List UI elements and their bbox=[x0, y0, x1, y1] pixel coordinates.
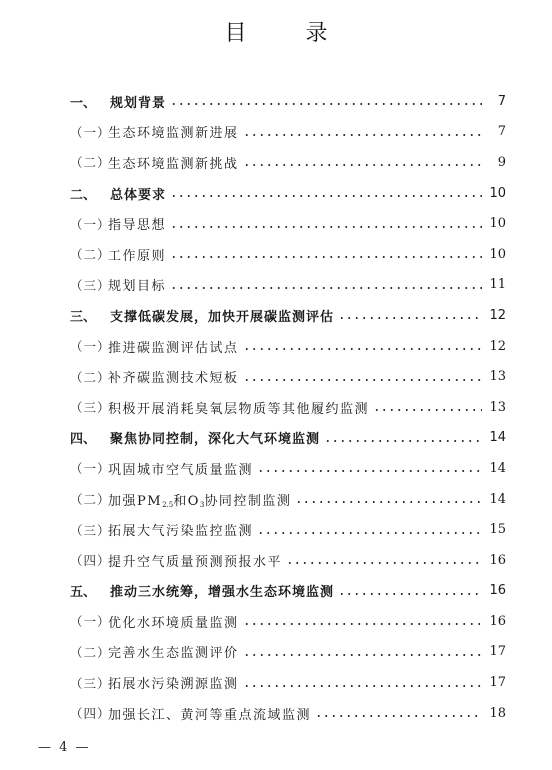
toc-entry-label: 完善水生态监测评价 bbox=[108, 646, 239, 662]
toc-entry-number: （三） bbox=[70, 675, 111, 691]
toc-entry-label: 推进碳监测评估试点 bbox=[108, 340, 239, 356]
toc-entry-label: 工作原则 bbox=[108, 248, 167, 264]
toc-entry-page: 16 bbox=[489, 613, 506, 629]
dot-leader bbox=[170, 255, 482, 259]
dot-leader bbox=[373, 408, 482, 412]
toc-entry-page: 14 bbox=[489, 430, 506, 446]
dot-leader bbox=[243, 378, 482, 382]
toc-entry-page: 10 bbox=[489, 216, 506, 232]
dot-leader bbox=[257, 531, 482, 535]
dot-leader bbox=[170, 194, 482, 198]
toc-entry bbox=[70, 484, 506, 515]
dot-leader bbox=[243, 653, 482, 657]
toc-entry bbox=[70, 453, 506, 484]
toc-entry-number: 二、 bbox=[70, 187, 97, 203]
toc-entry-label: 生态环境监测新挑战 bbox=[108, 156, 239, 172]
toc-entry bbox=[70, 117, 506, 148]
toc-entry-label: 拓展水污染溯源监测 bbox=[108, 677, 239, 693]
toc-entry-label: 巩固城市空气质量监测 bbox=[108, 462, 254, 478]
toc-entry-number: 四、 bbox=[70, 432, 97, 448]
toc-entry bbox=[70, 667, 506, 698]
toc-entry-label: 拓展大气污染监控监测 bbox=[108, 524, 254, 540]
toc-entry-number: （三） bbox=[70, 277, 111, 293]
toc-entry bbox=[70, 514, 506, 545]
toc-entry bbox=[70, 576, 506, 607]
label-text: 协同控制监测 bbox=[204, 493, 292, 509]
dot-leader bbox=[257, 469, 482, 473]
toc-entry bbox=[70, 239, 506, 270]
page-number-footer: — 4 — bbox=[38, 740, 91, 755]
toc-entry-number: （一） bbox=[70, 461, 111, 477]
toc-entry-label: 补齐碳监测技术短板 bbox=[108, 371, 239, 387]
toc-entry-label: 提升空气质量预测预报水平 bbox=[108, 554, 283, 570]
dot-leader bbox=[170, 225, 482, 229]
toc-entry-number: （一） bbox=[70, 124, 111, 140]
dot-leader bbox=[243, 622, 482, 626]
toc-entry-page: 17 bbox=[489, 644, 506, 660]
toc-entry-page: 12 bbox=[489, 338, 506, 354]
toc-entry-label: 优化水环境质量监测 bbox=[108, 615, 239, 631]
toc-entry bbox=[70, 178, 506, 209]
toc-entry bbox=[70, 147, 506, 178]
toc-entry bbox=[70, 208, 506, 239]
toc-entry-number: （一） bbox=[70, 614, 111, 630]
toc-entry-page: 7 bbox=[497, 93, 506, 109]
toc-entry-label: 推动三水统筹，增强水生态环境监测 bbox=[110, 585, 335, 601]
dot-leader bbox=[338, 592, 482, 596]
toc-entry-page: 16 bbox=[489, 552, 506, 568]
toc-entry-page: 13 bbox=[489, 399, 506, 415]
toc-entry bbox=[70, 331, 506, 362]
toc-entry bbox=[70, 300, 506, 331]
dot-leader bbox=[286, 561, 482, 565]
toc-entry-label: 总体要求 bbox=[110, 187, 167, 203]
dot-leader bbox=[324, 439, 482, 443]
toc-entry-number: （一） bbox=[70, 339, 111, 355]
toc-entry-page: 11 bbox=[489, 277, 506, 293]
dot-leader bbox=[338, 316, 482, 320]
dot-leader bbox=[243, 163, 482, 167]
label-text: 加强PM bbox=[108, 493, 163, 509]
dot-leader bbox=[315, 714, 482, 718]
toc-entry-number: （四） bbox=[70, 553, 111, 569]
toc-entry-number: （二） bbox=[70, 644, 111, 660]
toc-entry-number: 五、 bbox=[70, 585, 97, 601]
toc-entry bbox=[70, 423, 506, 454]
toc-entry-label: 支撑低碳发展，加快开展碳监测评估 bbox=[110, 309, 335, 325]
toc-entry-label: 规划目标 bbox=[108, 279, 167, 295]
toc-entry-number: （一） bbox=[70, 216, 111, 232]
toc-entry-page: 9 bbox=[497, 154, 506, 170]
toc-entry-number: 三、 bbox=[70, 309, 97, 325]
toc-entry bbox=[70, 361, 506, 392]
dot-leader bbox=[243, 347, 482, 351]
toc-entry-page: 14 bbox=[489, 460, 506, 476]
subscript: 3 bbox=[199, 500, 205, 509]
toc-entry-page: 13 bbox=[489, 369, 506, 385]
toc-entry bbox=[70, 392, 506, 423]
toc-entry-label: 指导思想 bbox=[108, 218, 167, 234]
toc-entry-label: 规划背景 bbox=[110, 95, 167, 111]
dot-leader bbox=[295, 500, 482, 504]
dot-leader bbox=[170, 102, 482, 106]
toc-entry-number: （三） bbox=[70, 522, 111, 538]
toc-entry-page: 15 bbox=[489, 522, 506, 538]
toc-entry-label: 积极开展消耗臭氧层物质等其他履约监测 bbox=[108, 401, 370, 417]
toc-entry bbox=[70, 270, 506, 301]
toc-entry-label: 生态环境监测新进展 bbox=[108, 126, 239, 142]
subscript: 2.5 bbox=[162, 500, 174, 509]
label-text: 和O bbox=[173, 493, 200, 509]
toc-entry-label: 聚焦协同控制，深化大气环境监测 bbox=[110, 432, 321, 448]
toc-entry-page: 7 bbox=[497, 124, 506, 140]
toc-entry-page: 10 bbox=[489, 246, 506, 262]
toc-entry bbox=[70, 545, 506, 576]
dot-leader bbox=[243, 133, 482, 137]
toc-entry bbox=[70, 606, 506, 637]
page-title: 目 录 bbox=[224, 21, 354, 46]
toc-entry-page: 10 bbox=[489, 185, 506, 201]
toc-entry-number: 一、 bbox=[70, 95, 97, 111]
toc-entry-number: （四） bbox=[70, 706, 111, 722]
toc-entry-label: 加强长江、黄河等重点流域监测 bbox=[108, 707, 312, 723]
table-of-contents bbox=[70, 86, 506, 728]
toc-entry bbox=[70, 698, 506, 729]
toc-entry-number: （二） bbox=[70, 247, 111, 263]
toc-entry-number: （二） bbox=[70, 369, 111, 385]
toc-entry-page: 17 bbox=[489, 675, 506, 691]
toc-entry-number: （三） bbox=[70, 400, 111, 416]
toc-entry-page: 18 bbox=[489, 705, 506, 721]
toc-entry-page: 12 bbox=[489, 307, 506, 323]
toc-entry-label bbox=[108, 490, 291, 509]
toc-entry-number: （二） bbox=[70, 155, 111, 171]
toc-entry bbox=[70, 637, 506, 668]
toc-entry-page: 14 bbox=[489, 491, 506, 507]
dot-leader bbox=[170, 286, 482, 290]
toc-entry-number: （二） bbox=[70, 492, 111, 508]
toc-entry bbox=[70, 86, 506, 117]
toc-entry-page: 16 bbox=[489, 583, 506, 599]
dot-leader bbox=[243, 684, 482, 688]
